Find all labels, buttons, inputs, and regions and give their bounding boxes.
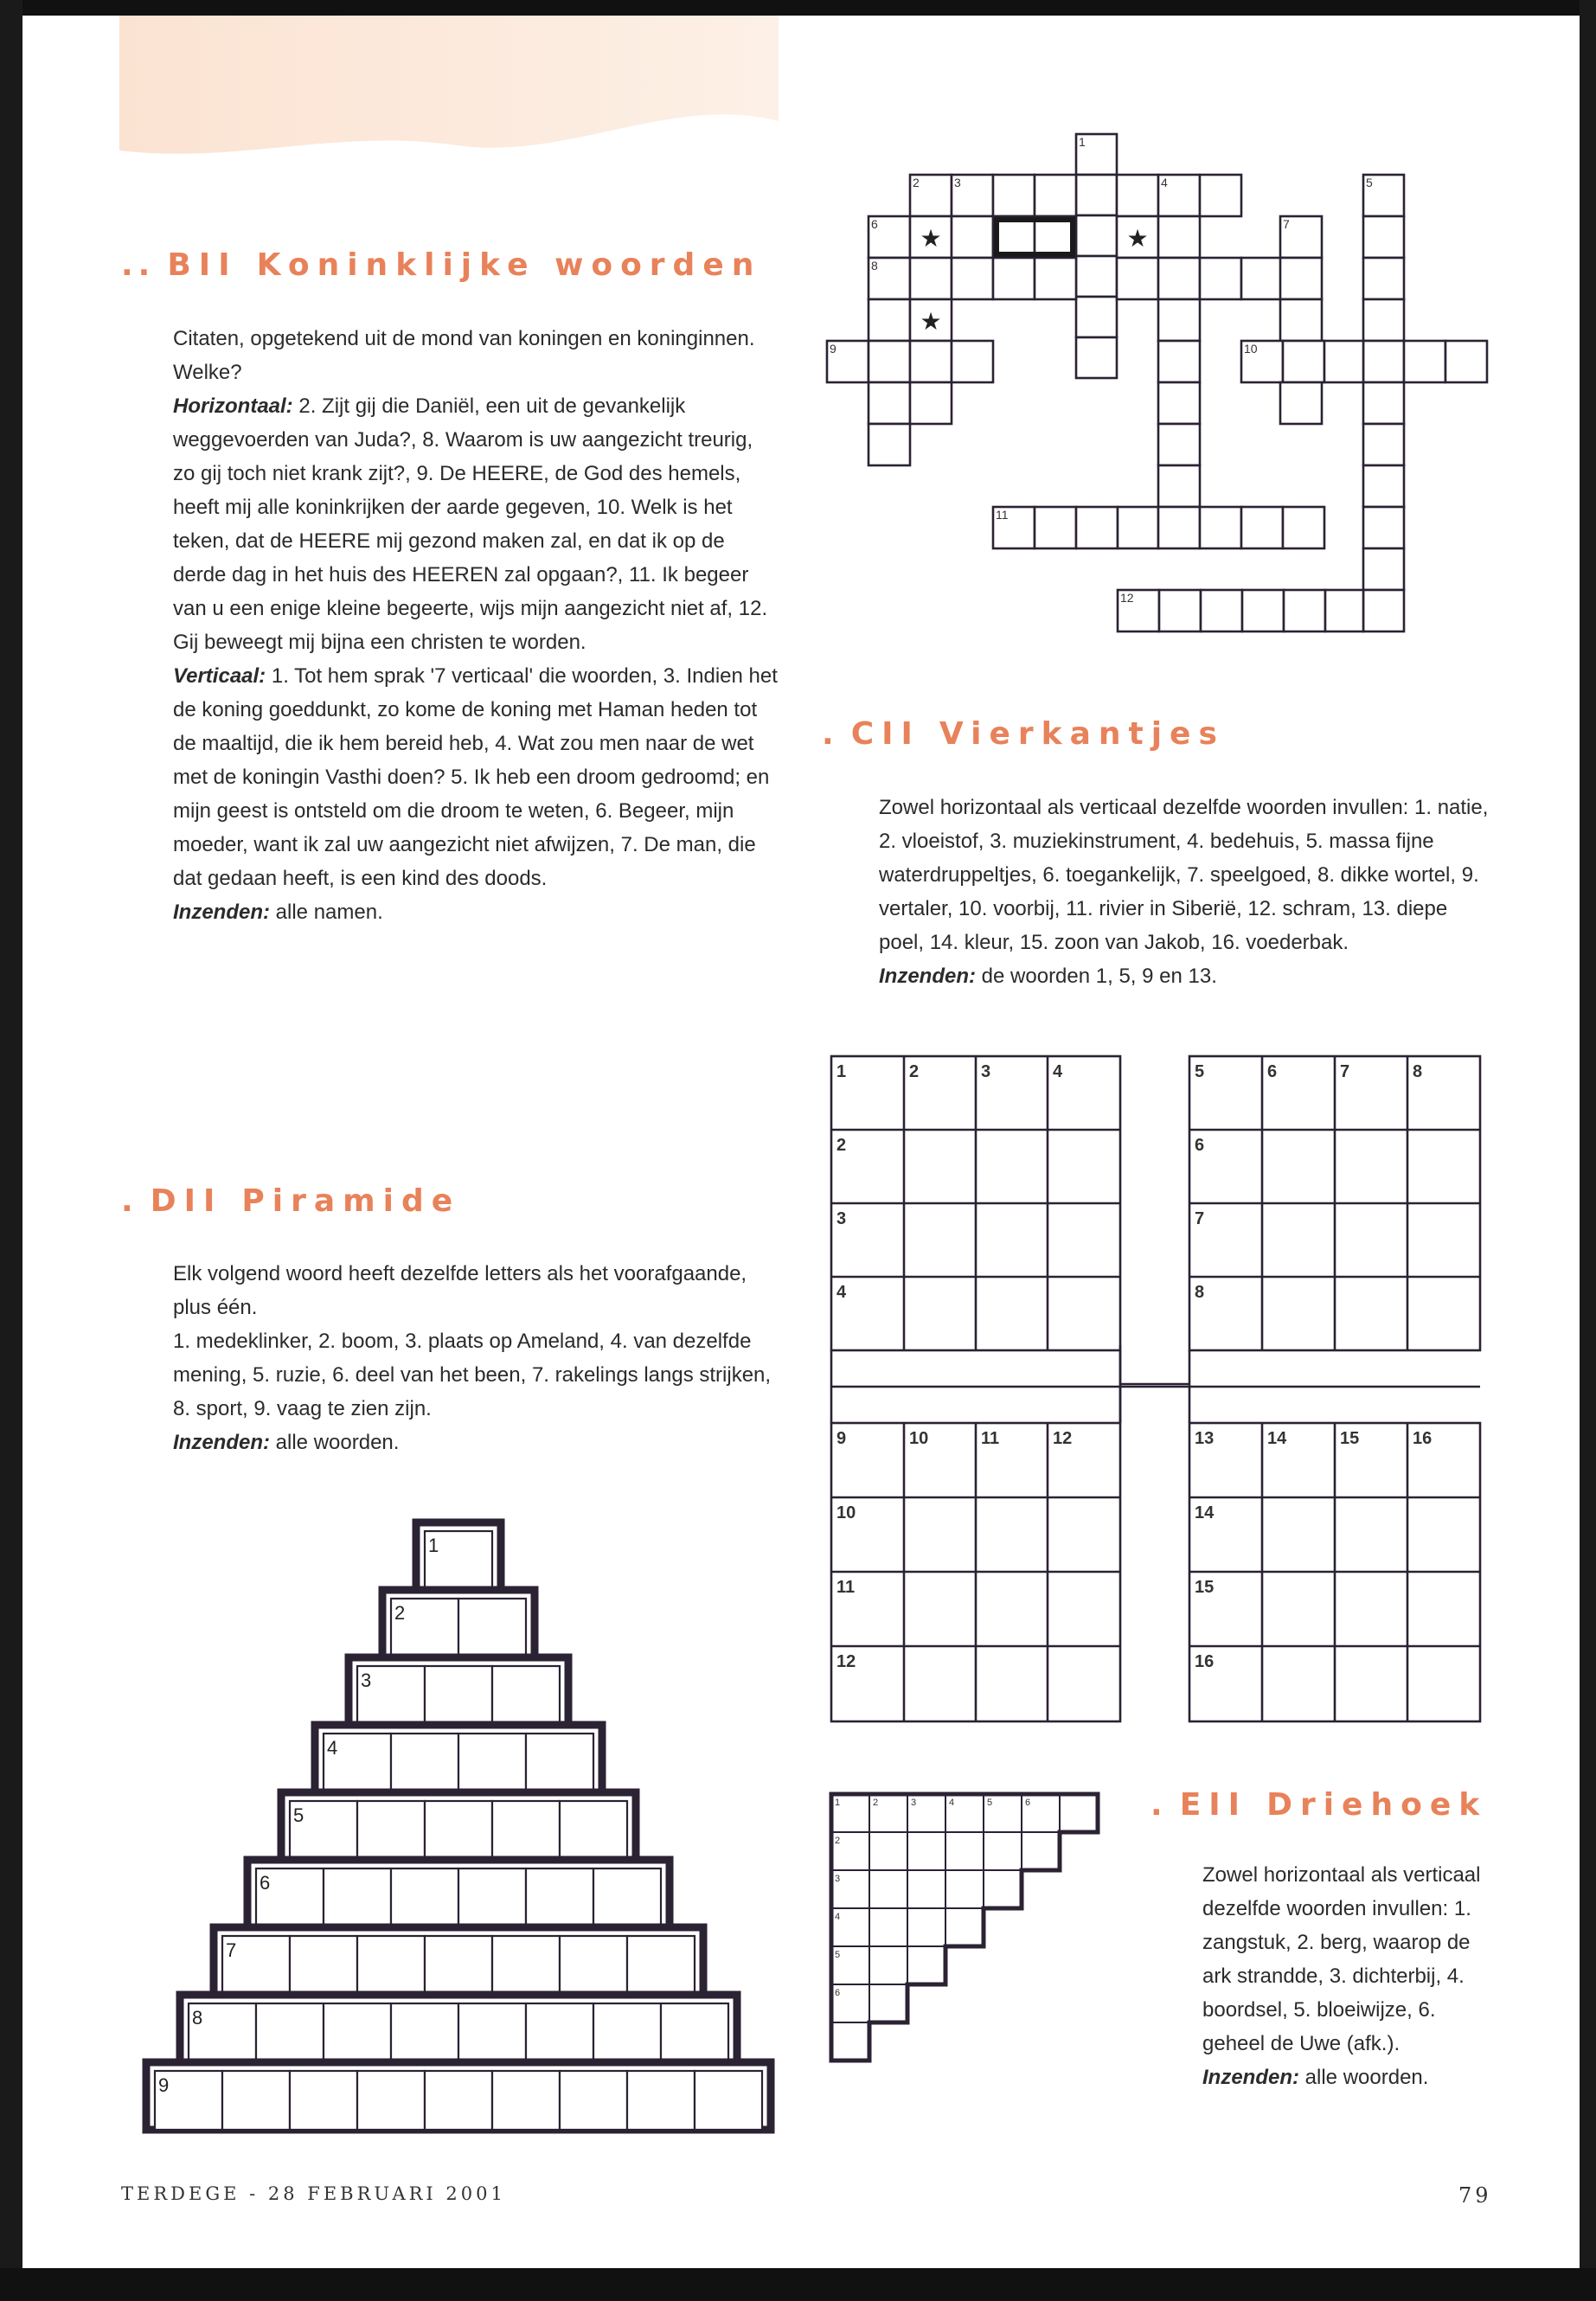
pyramid-cell	[391, 1868, 458, 1927]
section-b-horizontal-clues: 2. Zijt gij die Daniël, een uit de gevankelijk weggevoerden van Juda?, 8. Waarom is uw aangezicht treurig, zo gij toch niet krank zijt?, 9. De HEERE, de God des hemels, heeft mij alle koninkrijken der aarde gegeven, 10. Welk is het teken, dat de HEERE mij gezond maken zal, en dat ik op de derde dag in het huis des HEEREN zal opgaan?, 11. Ik begeer van u een enige kleine begeerte, wijs mijn aangezicht niet af, 12. Gij beweegt mij bijna een christen te worden.	[173, 394, 768, 654]
pyramid-cell	[593, 1868, 661, 1927]
scan-border-bottom	[0, 2268, 1596, 2301]
section-d-dots: .	[121, 1183, 138, 1219]
triangle-cell	[907, 1946, 945, 1984]
vk-num: 11	[836, 1578, 856, 1597]
pyramid-cell	[526, 1868, 593, 1927]
scan-border-top	[0, 0, 1596, 16]
section-b-vertical-clues: 1. Tot hem sprak '7 verticaal' die woorden, 3. Indien het de koning goeddunkt, zo kome de koning met Haman heden tot de maaltijd, die ik hem bereid heb, 4. Wat zou men naar de wet met de koningin Vasthi doen? 5. Ik heb een droom gedroomd; en mijn geest is ontsteld om die droom te weten, 6. Begeer, mijn moeder, want ik zal uw aangezicht niet afwijzen, 7. De man, die dat gedaan heeft, is een kind des doods.	[173, 664, 778, 890]
pyramid-cell	[458, 1868, 526, 1927]
pyramid-number: 5	[293, 1804, 304, 1826]
pyramid-number: 4	[327, 1737, 338, 1759]
vk-num: 8	[1413, 1062, 1423, 1081]
pyramid-cell	[627, 2071, 695, 2130]
pyramid-cell	[357, 1936, 425, 1995]
cw-num-12: 12	[1120, 591, 1134, 605]
pyramid-number: 3	[361, 1670, 372, 1691]
triangle-cell	[984, 1832, 1022, 1870]
section-b-title	[121, 247, 761, 283]
pyramid-cell	[357, 2071, 425, 2130]
vk-num: 6	[1267, 1062, 1278, 1081]
section-d-submit	[173, 1426, 779, 1459]
vk-num: 7	[1340, 1062, 1350, 1081]
pyramid-cell	[661, 2003, 728, 2062]
vk-num: 11	[981, 1429, 1000, 1448]
section-e-submit-value: alle woorden.	[1304, 2066, 1429, 2089]
pyramid-cell	[492, 1936, 560, 1995]
vk-num: 15	[1195, 1578, 1215, 1597]
cw-num-6: 6	[871, 217, 878, 231]
vk-num: 12	[836, 1652, 856, 1671]
section-e-heading: Driehoek	[1266, 1787, 1488, 1823]
pyramid-cell	[492, 2071, 560, 2130]
section-c-submit-value: de woorden 1, 5, 9 en 13.	[981, 965, 1217, 988]
triangle-number: 5	[987, 1798, 993, 1808]
triangle-cell	[945, 1908, 984, 1946]
triangle-number: 2	[835, 1836, 841, 1846]
vk-num: 12	[1053, 1429, 1073, 1448]
vk-num: 3	[836, 1209, 847, 1228]
pyramid-cell	[492, 1801, 560, 1860]
pyramid-number: 1	[428, 1535, 439, 1556]
vk-num: 16	[1413, 1429, 1433, 1448]
vk-num: 6	[1195, 1136, 1205, 1155]
scan-border-right	[1580, 0, 1596, 2301]
section-c-submit	[879, 959, 1489, 993]
cw-num-3: 3	[954, 176, 961, 189]
cw-num-8: 8	[871, 259, 878, 272]
cw-num-7: 7	[1283, 217, 1290, 231]
vk-num: 2	[836, 1136, 847, 1155]
section-b-code: BII	[167, 247, 238, 283]
pyramid-cell	[391, 2003, 458, 2062]
vk-num: 13	[1195, 1429, 1215, 1448]
pyramid-cell	[593, 2003, 661, 2062]
section-d-submit-label: Inzenden:	[173, 1431, 270, 1454]
section-e-code: EII	[1179, 1787, 1248, 1823]
section-b-submit-label: Inzenden:	[173, 901, 270, 924]
cw-num-2: 2	[913, 176, 920, 189]
vk-num: 2	[909, 1062, 920, 1081]
section-e-submit-label: Inzenden:	[1202, 2066, 1299, 2089]
section-c-submit-label: Inzenden:	[879, 965, 976, 988]
header-color-wash	[119, 16, 779, 180]
pyramid-cell	[391, 1734, 458, 1792]
cw-num-5: 5	[1366, 176, 1373, 189]
section-c-heading: Vierkantjes	[939, 716, 1225, 752]
section-b-intro: Citaten, opgetekend uit de mond van koningen en koninginnen. Welke?	[173, 327, 755, 384]
section-b-horizontal-label: Horizontaal:	[173, 394, 293, 418]
pyramid-number: 9	[158, 2074, 170, 2096]
section-d-submit-value: alle woorden.	[275, 1431, 400, 1454]
triangle-cell	[869, 1908, 907, 1946]
pyramid-cell	[560, 1936, 627, 1995]
triangle-number: 3	[911, 1798, 917, 1808]
section-c-intro: Zowel horizontaal als verticaal dezelfde woorden invullen: 1. natie, 2. vloeistof, 3. muziekinstrument, 4. bedehuis, 5. massa fijne waterdruppeltjes, 6. toegankelijk, 7. speelgoed, 8. dikke wortel, 9. vertaler, 10. voorbij, 11. rivier in Siberië, 12. schram, 13. diepe poel, 14. kleur, 15. zoon van Jakob, 16. voederbak.	[879, 796, 1489, 954]
pyramid-cell	[560, 1801, 627, 1860]
section-b-body	[173, 322, 779, 929]
pyramid-number: 8	[192, 2007, 203, 2029]
pyramid-cell	[324, 2003, 391, 2062]
pyramid-cell	[526, 2003, 593, 2062]
section-c-dots: .	[822, 716, 839, 752]
vk-num: 15	[1340, 1429, 1360, 1448]
pyramid-cell	[290, 1936, 357, 1995]
cw-num-1: 1	[1079, 135, 1086, 149]
section-b-submit	[173, 895, 779, 929]
vk-num: 9	[836, 1429, 847, 1448]
pyramid-grid	[138, 1518, 779, 2167]
cw-num-9: 9	[830, 342, 836, 356]
vk-num: 5	[1195, 1062, 1205, 1081]
section-e-title	[1151, 1787, 1487, 1823]
pyramid-cell	[458, 1734, 526, 1792]
vk-num: 10	[836, 1503, 856, 1522]
pyramid-cell	[560, 2071, 627, 2130]
section-b-vertical-label: Verticaal:	[173, 664, 266, 688]
pyramid-cell	[425, 1666, 492, 1725]
triangle-cell	[1060, 1794, 1098, 1832]
vk-num: 14	[1267, 1429, 1287, 1448]
pyramid-cell	[695, 2071, 762, 2130]
pyramid-number: 6	[260, 1872, 271, 1894]
vk-num: 14	[1195, 1503, 1215, 1522]
triangle-cell	[869, 1984, 907, 2022]
crossword-grid	[813, 130, 1505, 675]
vk-num: 4	[836, 1283, 847, 1302]
pyramid-number: 2	[394, 1602, 406, 1624]
triangle-number: 2	[873, 1798, 879, 1808]
vk-num: 16	[1195, 1652, 1215, 1671]
section-e-dots: .	[1151, 1787, 1168, 1823]
section-c-title	[822, 716, 1225, 752]
triangle-cell	[907, 1832, 945, 1870]
triangle-cell	[945, 1832, 984, 1870]
cw-star-icon: ★	[1126, 225, 1149, 252]
footer-publication: TERDEGE - 28 FEBRUARI 2001	[121, 2183, 506, 2204]
vk-num: 8	[1195, 1283, 1205, 1302]
triangle-cell	[869, 1946, 907, 1984]
section-c-body	[879, 791, 1489, 993]
pyramid-cell	[492, 1666, 560, 1725]
triangle-cell	[945, 1870, 984, 1908]
vk-num: 3	[981, 1062, 991, 1081]
triangle-cell	[869, 1870, 907, 1908]
section-b-vertical	[173, 659, 779, 895]
pyramid-cell	[290, 2071, 357, 2130]
pyramid-cell	[526, 1734, 593, 1792]
triangle-number: 3	[835, 1874, 841, 1884]
vierkantjes-grid	[826, 1051, 1492, 1734]
section-d-intro: Elk volgend woord heeft dezelfde letters als het voorafgaande, plus één.	[173, 1262, 747, 1319]
section-d-clues: 1. medeklinker, 2. boom, 3. plaats op Ameland, 4. van dezelfde mening, 5. ruzie, 6. deel van het been, 7. rakelings langs strijken, 8. sport, 9. vaag te zien zijn.	[173, 1330, 772, 1420]
pyramid-cell	[458, 1599, 526, 1657]
section-d-heading: Piramide	[241, 1183, 461, 1219]
pyramid-cell	[357, 1801, 425, 1860]
vk-num: 7	[1195, 1209, 1205, 1228]
section-e-intro: Zowel horizontaal als verticaal dezelfde woorden invullen: 1. zangstuk, 2. berg, waarop de ark strandde, 3. dichterbij, 4. boordsel, 5. bloeiwijze, 6. geheel de Uwe (afk.).	[1202, 1863, 1481, 2055]
pyramid-cell	[425, 1936, 492, 1995]
triangle-number: 4	[949, 1798, 955, 1808]
scan-border-left	[0, 0, 22, 2301]
cw-star-icon: ★	[920, 308, 942, 335]
pyramid-cell	[222, 2071, 290, 2130]
triangle-cell	[831, 2022, 869, 2061]
triangle-cell	[869, 1832, 907, 1870]
triangle-number: 5	[835, 1950, 841, 1960]
cw-num-4: 4	[1161, 176, 1168, 189]
section-d-body	[173, 1257, 779, 1459]
triangle-cell	[1022, 1832, 1060, 1870]
section-b-submit-value: alle namen.	[275, 901, 383, 924]
section-d-title	[121, 1183, 460, 1219]
pyramid-cell	[425, 1801, 492, 1860]
cw-num-10: 10	[1244, 342, 1258, 356]
pyramid-cell	[324, 1868, 391, 1927]
vk-num: 10	[909, 1429, 929, 1448]
section-c-code: CII	[850, 716, 920, 752]
pyramid-cell	[627, 1936, 695, 1995]
triangle-cell	[907, 1870, 945, 1908]
triangle-number: 4	[835, 1912, 841, 1922]
vk-num: 4	[1053, 1062, 1063, 1081]
vk-num: 1	[836, 1062, 847, 1081]
triangle-cell	[984, 1870, 1022, 1908]
section-e-submit	[1202, 2061, 1488, 2094]
triangle-cell	[907, 1908, 945, 1946]
section-e-body	[1202, 1858, 1488, 2094]
pyramid-cell	[425, 2071, 492, 2130]
cw-star-icon: ★	[920, 225, 942, 252]
triangle-number: 6	[835, 1988, 841, 1998]
triangle-number: 6	[1025, 1798, 1031, 1808]
section-b-heading: Koninklijke woorden	[256, 247, 762, 283]
section-b-horizontal	[173, 389, 779, 659]
triangle-number: 1	[835, 1798, 841, 1808]
pyramid-cell	[458, 2003, 526, 2062]
section-b-dots: ..	[121, 247, 156, 283]
pyramid-number: 7	[226, 1939, 237, 1961]
pyramid-cell	[256, 2003, 324, 2062]
triangle-grid	[826, 1789, 1112, 2074]
section-d-code: DII	[150, 1183, 223, 1219]
cw-num-11: 11	[996, 508, 1009, 522]
footer-page-number: 79	[1458, 2183, 1492, 2208]
